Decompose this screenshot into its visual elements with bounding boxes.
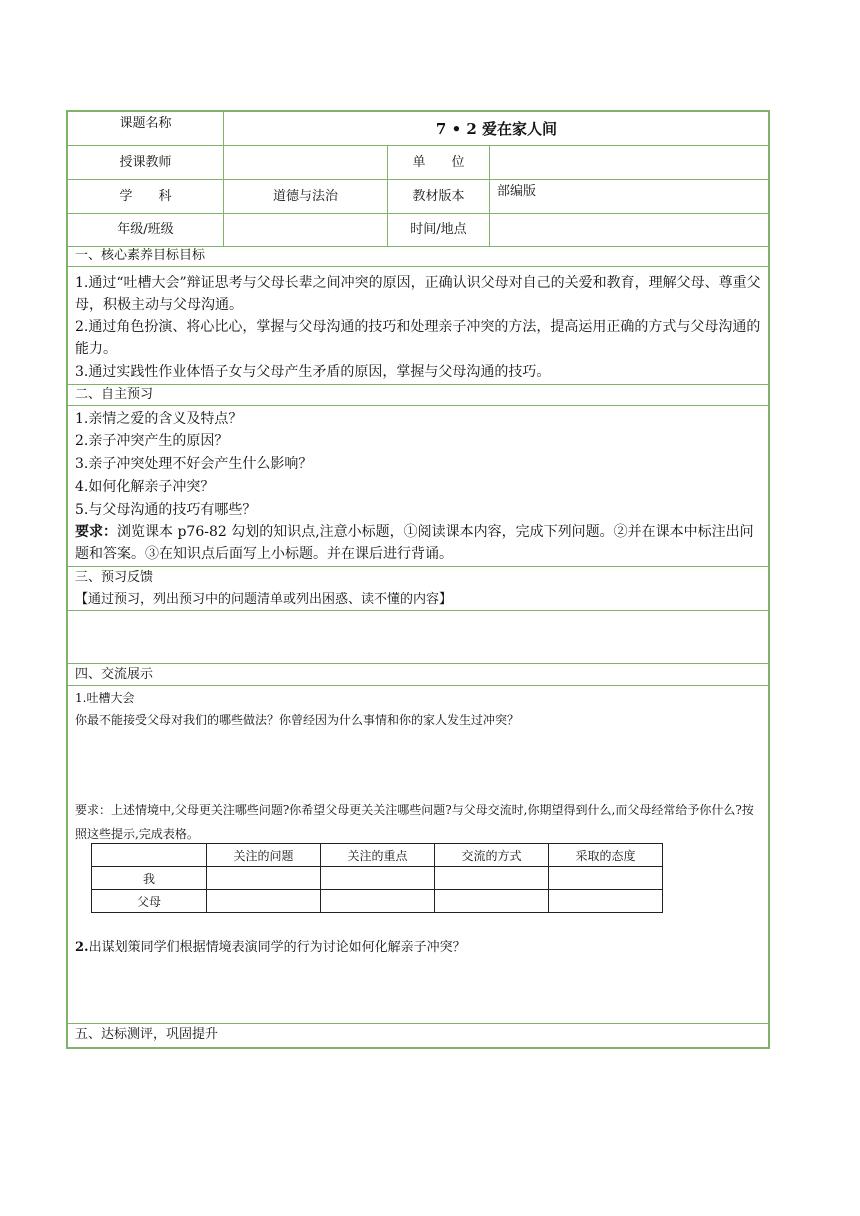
divider <box>67 179 769 180</box>
preview-item-5: 5.与父母沟通的技巧有哪些？ <box>75 502 257 518</box>
activity2-text: 出谋划策同学们根据情境表演同学的行为讨论如何化解亲子冲突？ <box>88 940 466 955</box>
table-header-row <box>92 844 663 867</box>
divider <box>489 145 490 246</box>
divider <box>67 246 769 247</box>
table-row <box>92 867 663 890</box>
activity1-requirement: 要求：上述情境中,父母更关注哪些问题?你希望父母更关关注哪些问题?与父母交流时,你期望得到什么,而父母经常给予你什么?按照这些提示,完成表格。 <box>75 803 754 841</box>
comparison-table <box>91 843 663 913</box>
table-cell[interactable] <box>549 890 663 913</box>
divider <box>67 266 769 267</box>
preview-item-4: 4.如何化解亲子冲突？ <box>75 479 215 495</box>
activity2-prompt <box>75 940 466 956</box>
table-cell: 我 <box>92 867 207 890</box>
table-header-cell: 采取的态度 <box>549 844 663 867</box>
table-cell: 父母 <box>92 890 207 913</box>
requirement-text: 浏览课本 p76-82 勾划的知识点,注意小标题，①阅读课本内容，完成下列问题。②并在课本中标注出问题和答案。③在知识点后面写上小标题。并在课后进行背诵。 <box>75 524 754 562</box>
edition-value: 部编版 <box>497 184 537 199</box>
divider <box>67 566 769 567</box>
table-cell[interactable] <box>207 867 321 890</box>
divider <box>67 610 769 611</box>
table-cell[interactable] <box>321 867 435 890</box>
activity2-number: 2. <box>75 940 89 955</box>
section1-heading: 一、核心素养目标目标 <box>75 248 206 263</box>
topic-label: 课题名称 <box>119 116 172 131</box>
preview-item-3: 3.亲子冲突处理不好会产生什么影响？ <box>75 456 313 472</box>
table-header-cell: 交流的方式 <box>435 844 549 867</box>
topic-title: 7 • 2 爱在家人间 <box>435 120 558 138</box>
time-label: 时间/地点 <box>410 222 467 237</box>
table-header-cell: 关注的重点 <box>321 844 435 867</box>
section4-heading: 四、交流展示 <box>75 667 154 682</box>
edition-label: 教材版本 <box>412 189 465 204</box>
teacher-label: 授课教师 <box>119 155 172 170</box>
grade-label: 年级/班级 <box>117 222 174 237</box>
goal-item-1: 1.通过“吐槽大会”辩证思考与父母长辈之间冲突的原因，正确认识父母对自己的关爱和教育，理解父母、尊重父母，积极主动与父母沟通。 <box>75 275 761 313</box>
table-header-cell: 关注的问题 <box>207 844 321 867</box>
requirement-label: 要求： <box>75 524 117 540</box>
divider <box>67 405 769 406</box>
goal-item-2: 2.通过角色扮演、将心比心，掌握与父母沟通的技巧和处理亲子冲突的方法，提高运用正确的方式与父母沟通的能力。 <box>75 319 761 357</box>
divider <box>67 1023 769 1024</box>
section3-heading: 三、预习反馈 <box>75 570 154 585</box>
preview-item-1: 1.亲情之爱的含义及特点？ <box>75 411 243 427</box>
divider <box>67 685 769 686</box>
divider <box>67 384 769 385</box>
preview-item-2: 2.亲子冲突产生的原因？ <box>75 433 229 449</box>
preview-requirement <box>75 521 765 565</box>
divider <box>67 145 769 146</box>
subject-value: 道德与法治 <box>272 189 338 204</box>
table-cell[interactable] <box>435 867 549 890</box>
table-header-cell <box>92 844 207 867</box>
feedback-note: 【通过预习，列出预习中的问题清单或列出困惑、读不懂的内容】 <box>75 592 453 607</box>
table-cell[interactable] <box>435 890 549 913</box>
divider <box>67 213 769 214</box>
section2-heading: 二、自主预习 <box>75 387 154 402</box>
subject-label: 学 科 <box>119 189 172 204</box>
table-cell[interactable] <box>549 867 663 890</box>
goal-item-3: 3.通过实践性作业体悟子女与父母产生矛盾的原因，掌握与父母沟通的技巧。 <box>75 364 551 380</box>
table-row <box>92 890 663 913</box>
activity1-question: 你最不能接受父母对我们的哪些做法？你曾经因为什么事情和你的家人发生过冲突？ <box>75 713 520 727</box>
unit-label: 单 位 <box>412 155 465 170</box>
table-cell[interactable] <box>207 890 321 913</box>
divider <box>67 663 769 664</box>
table-cell[interactable] <box>321 890 435 913</box>
activity1-title: 1.吐槽大会 <box>75 691 135 705</box>
section5-heading: 五、达标测评，巩固提升 <box>75 1027 219 1042</box>
